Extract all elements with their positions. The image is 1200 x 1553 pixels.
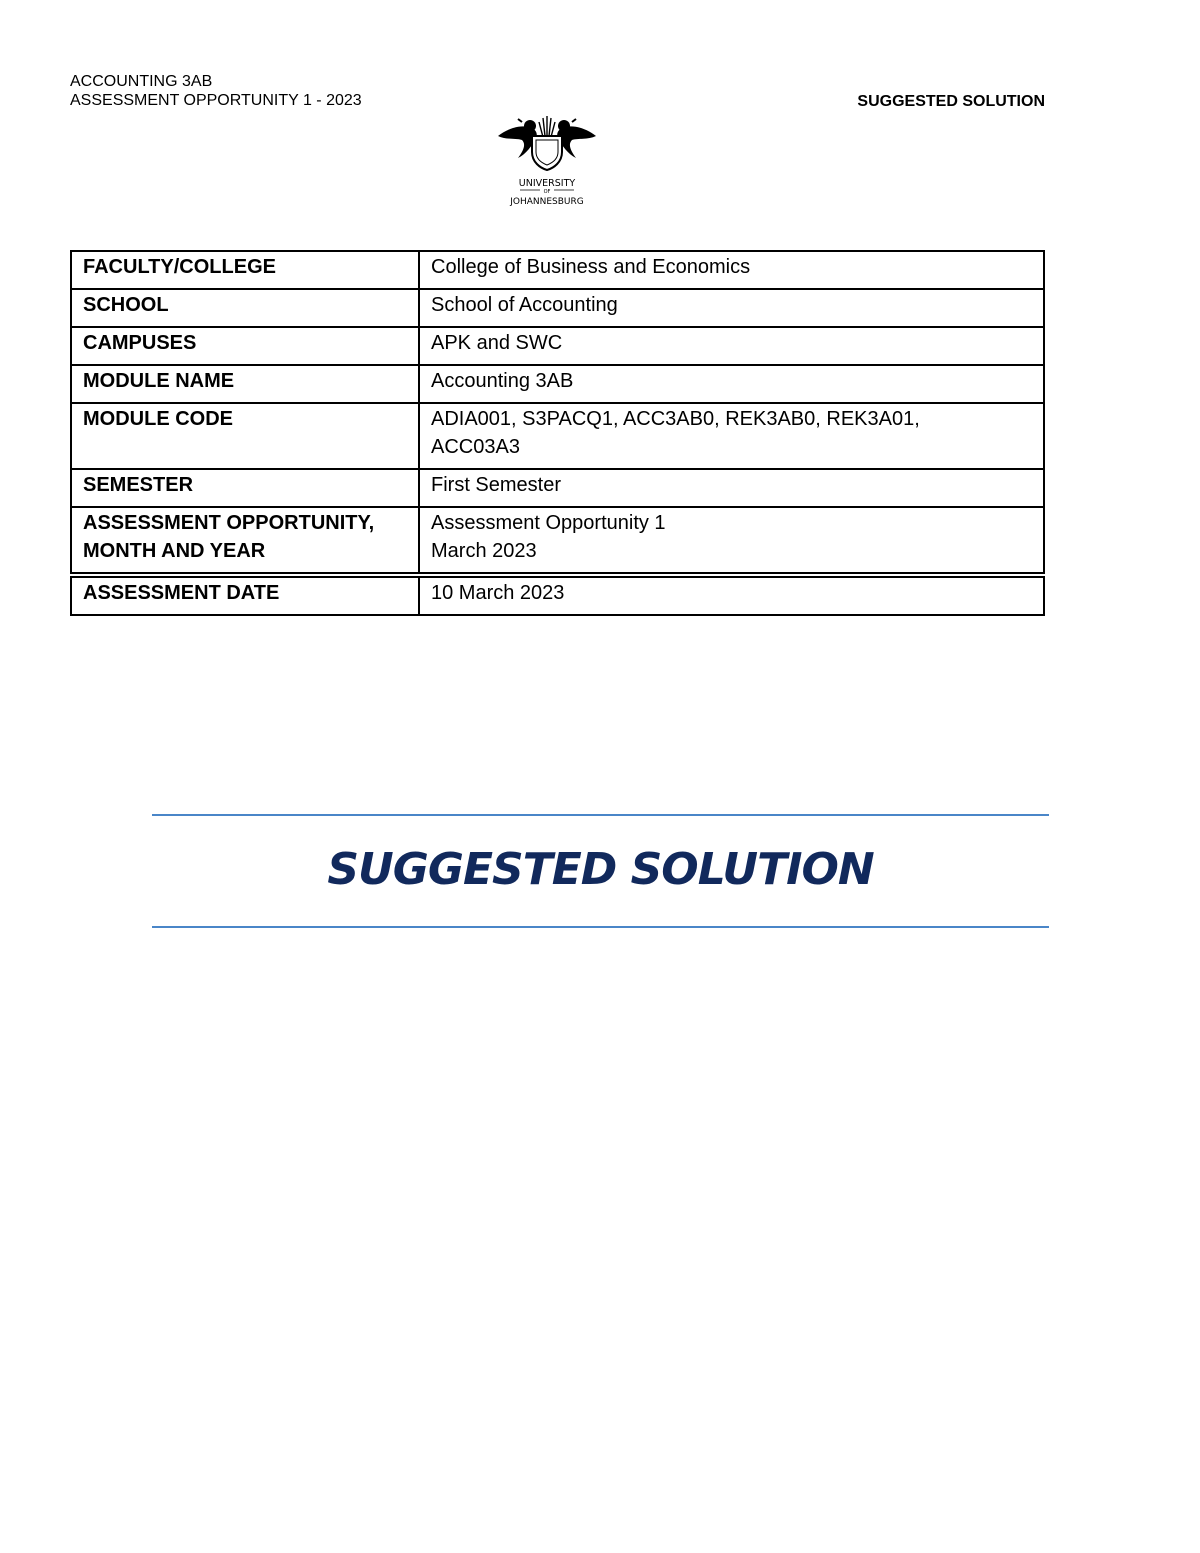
table-row-module-code xyxy=(71,403,1044,469)
logo-text-johannesburg: JOHANNESBURG xyxy=(510,197,584,207)
assessment-opportunity-label-line2: MONTH AND YEAR xyxy=(83,540,266,562)
assessment-date-table xyxy=(70,576,1045,616)
faculty-label: FACULTY/COLLEGE xyxy=(71,251,419,289)
semester-value: First Semester xyxy=(419,469,1044,507)
title-divider-bottom xyxy=(152,926,1049,928)
school-value: School of Accounting xyxy=(419,289,1044,327)
table-row-school xyxy=(71,289,1044,327)
module-code-value-line2: ACC03A3 xyxy=(431,436,520,458)
page-title: SUGGESTED SOLUTION xyxy=(327,844,874,895)
page-header xyxy=(70,72,1045,110)
assessment-opportunity-value-line1: Assessment Opportunity 1 xyxy=(431,512,666,534)
school-label: SCHOOL xyxy=(71,289,419,327)
logo-text-university: UNIVERSITY xyxy=(518,178,576,189)
assessment-opportunity-label-line1: ASSESSMENT OPPORTUNITY, xyxy=(83,512,375,534)
table-row-faculty xyxy=(71,251,1044,289)
uj-crest-icon xyxy=(492,110,602,210)
table-row-campuses xyxy=(71,327,1044,365)
campuses-label: CAMPUSES xyxy=(71,327,419,365)
table-row-assessment-date xyxy=(71,577,1044,615)
assessment-opportunity-value-line2: March 2023 xyxy=(431,540,537,562)
table-row-semester xyxy=(71,469,1044,507)
module-code-value-line1: ADIA001, S3PACQ1, ACC3AB0, REK3AB0, REK3A01, xyxy=(431,408,920,430)
title-divider-top xyxy=(152,814,1049,816)
table-row-assessment-opportunity xyxy=(71,507,1044,573)
header-course-title: ACCOUNTING 3AB xyxy=(70,73,213,90)
module-name-value: Accounting 3AB xyxy=(419,365,1044,403)
module-code-label: MODULE CODE xyxy=(71,403,419,469)
table-row-module-name xyxy=(71,365,1044,403)
module-code-value xyxy=(419,403,1044,469)
logo-text-of: OF xyxy=(543,189,551,195)
module-info-table xyxy=(70,250,1045,574)
assessment-opportunity-value xyxy=(419,507,1044,573)
university-logo xyxy=(492,110,602,210)
assessment-opportunity-label xyxy=(71,507,419,573)
assessment-date-value: 10 March 2023 xyxy=(419,577,1044,615)
header-right-label: SUGGESTED SOLUTION xyxy=(857,93,1045,110)
assessment-date-label: ASSESSMENT DATE xyxy=(71,577,419,615)
header-assessment-title: ASSESSMENT OPPORTUNITY 1 - 2023 xyxy=(70,92,362,109)
module-name-label: MODULE NAME xyxy=(71,365,419,403)
campuses-value: APK and SWC xyxy=(419,327,1044,365)
semester-label: SEMESTER xyxy=(71,469,419,507)
faculty-value: College of Business and Economics xyxy=(419,251,1044,289)
